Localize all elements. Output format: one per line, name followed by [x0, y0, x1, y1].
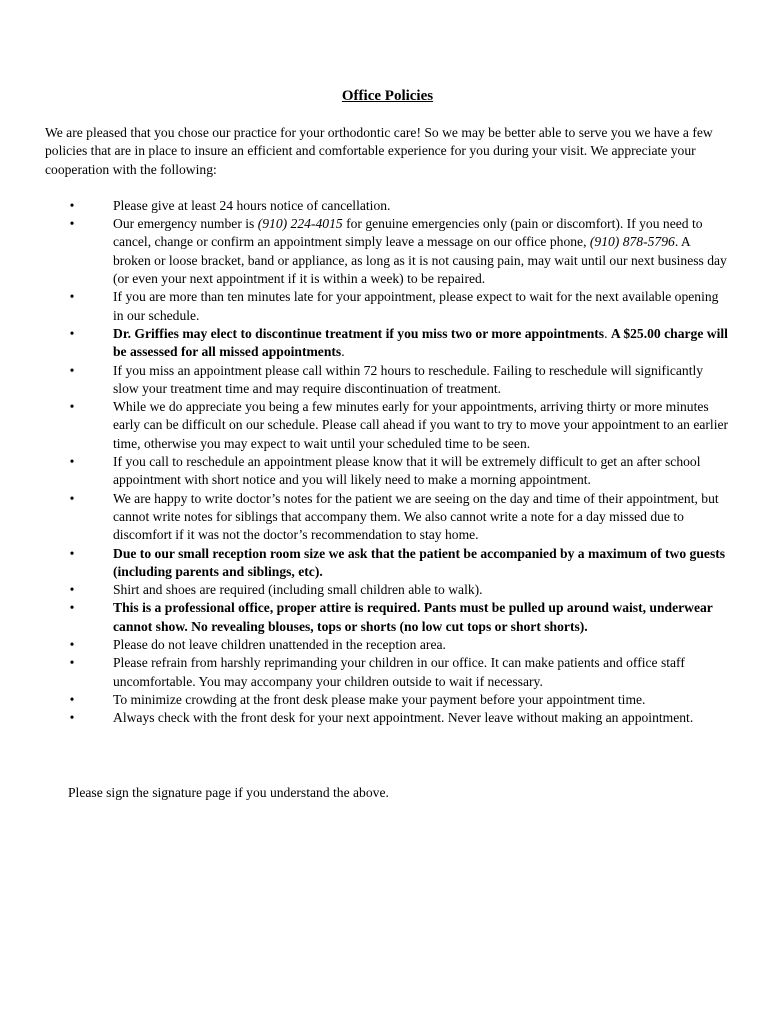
policy-text-bold: Dr. Griffies may elect to discontinue treatment if you miss two or more appointments: [113, 325, 605, 341]
bullet-icon: •: [69, 582, 75, 598]
bullet-icon: •: [69, 490, 75, 506]
policy-item: [45, 453, 730, 490]
policy-text: If you miss an appointment please call within 72 hours to reschedule. Failing to reschedule will significantly slow your treatment time and may require discontinuation of treatment.: [113, 362, 704, 396]
policy-text: .: [604, 325, 611, 341]
bullet-icon: •: [69, 362, 75, 378]
policy-item: [45, 691, 730, 709]
bullet-icon: •: [69, 325, 75, 341]
policy-text: for genuine emergencies only (pain or discomfort). If you need to cancel, change or confirm an appointment simply leave a message on our office phone,: [113, 216, 703, 250]
policy-item: [45, 709, 730, 727]
policy-item: [45, 545, 730, 582]
policy-text-bold: A $25.00 charge will be assessed for all missed appointments: [113, 325, 728, 360]
policy-text: . A broken or loose bracket, band or appliance, as long as it is not causing pain, may wait until our next business day (or even your next appointment if it is within a week) to be repaired.: [113, 234, 727, 287]
bullet-icon: •: [69, 399, 75, 415]
bullet-icon: •: [69, 289, 75, 305]
closing-statement: Please sign the signature page if you understand the above.: [68, 784, 389, 800]
policy-item: [45, 654, 730, 691]
policy-text: Shirt and shoes are required (including small children able to walk).: [113, 582, 483, 598]
policy-item: [45, 325, 730, 362]
policy-text-bold: Due to our small reception room size we ask that the patient be accompanied by a maximum of two guests (including parents and siblings, etc).: [113, 545, 726, 579]
bullet-icon: •: [69, 197, 75, 213]
policy-text: We are happy to write doctor’s notes for the patient we are seeing on the day and time of their appointment, but cannot write notes for siblings that accompany them. We also cannot write a note for a day missed due to discomfort if it was not the doctor’s recommendation to stay home.: [113, 490, 719, 543]
policy-text: If you are more than ten minutes late for your appointment, please expect to wait for the next available opening in our schedule.: [113, 289, 719, 323]
document-page: [45, 86, 730, 815]
policy-item: [45, 288, 730, 325]
policy-text: Please refrain from harshly reprimanding your children in our office. It can make patients and office staff uncomfortable. You may accompany your children outside to wait if necessary.: [113, 655, 685, 689]
bullet-icon: •: [69, 691, 75, 707]
bullet-icon: •: [69, 216, 75, 232]
policy-item: [45, 581, 730, 599]
bullet-icon: •: [69, 545, 75, 561]
policy-list: [45, 197, 730, 728]
policy-item: [45, 398, 730, 453]
bullet-icon: •: [69, 454, 75, 470]
policy-text: Please do not leave children unattended in the reception area.: [113, 637, 446, 653]
policy-text: Please give at least 24 hours notice of cancellation.: [113, 197, 391, 213]
policy-text: While we do appreciate you being a few minutes early for your appointments, arriving thirty or more minutes early can be difficult on our schedule. Please call ahead if you want to try to move your appointment to an earlier time, otherwise you may expect to wait until your scheduled time to be seen.: [113, 399, 729, 451]
policy-text: If you call to reschedule an appointment please know that it will be extremely difficult to get an after school appointment with short notice and you will likely need to make a morning appointment.: [113, 454, 701, 488]
policy-item: [45, 599, 730, 636]
policy-text: Our emergency number is: [113, 216, 258, 232]
policy-text: Always check with the front desk for your next appointment. Never leave without making an appointment.: [113, 710, 694, 726]
policy-text: To minimize crowding at the front desk please make your payment before your appointment time.: [113, 691, 646, 707]
policy-item: [45, 197, 730, 215]
office-phone: (910) 878-5796: [589, 234, 675, 250]
policy-text-bold: This is a professional office, proper attire is required. Pants must be pulled up around waist, underwear cannot show. No revealing blouses, tops or shorts (no low cut tops or short shorts).: [113, 600, 713, 634]
policy-item: [45, 490, 730, 545]
policy-item: [45, 362, 730, 399]
emergency-phone: (910) 224-4015: [257, 216, 343, 232]
policy-item: [45, 215, 730, 288]
intro-paragraph: We are pleased that you chose our practice for your orthodontic care! So we may be better able to serve you we have a few policies that are in place to insure an efficient and comfortable experience for you during your visit. We appreciate your cooperation with the following:: [45, 125, 713, 177]
bullet-icon: •: [69, 637, 75, 653]
page-title: Office Policies: [341, 88, 434, 104]
policy-text: .: [341, 344, 345, 360]
bullet-icon: •: [69, 710, 75, 726]
bullet-icon: •: [69, 655, 75, 671]
bullet-icon: •: [69, 600, 75, 616]
policy-item: [45, 636, 730, 654]
